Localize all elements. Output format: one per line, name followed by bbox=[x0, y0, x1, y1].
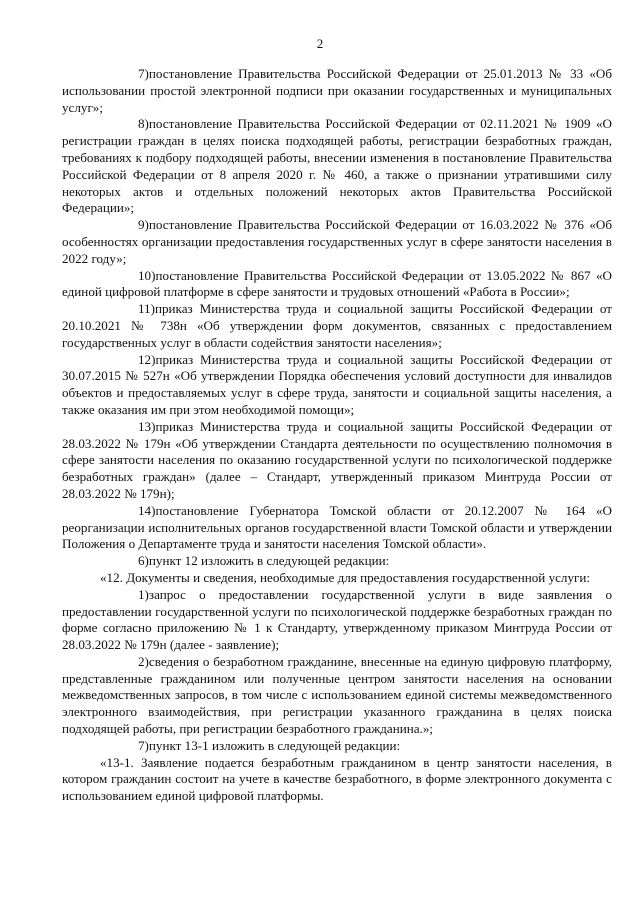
paragraph-text: постановление Правительства Российской Федерации от 25.01.2013 № 33 «Об использовании простой электронной подписи при оказании государственных и муниципальных услуг»; bbox=[62, 66, 612, 115]
paragraph-number: 6) bbox=[138, 553, 149, 569]
paragraph-number: 7) bbox=[138, 737, 149, 753]
paragraph bbox=[62, 268, 612, 302]
paragraph-number: 1) bbox=[138, 586, 149, 602]
paragraph bbox=[62, 419, 612, 503]
paragraph-text: приказ Министерства труда и социальной защиты Российской Федерации от 30.07.2015 № 527н «Об утверждении Порядка обеспечения условий доступности для инвалидов объектов и предоставляемых услуг в сфере труда, занятости и социальной защиты населения, а также оказания им при этом необходимой помощи»; bbox=[62, 351, 612, 417]
paragraph bbox=[62, 352, 612, 419]
paragraph bbox=[62, 654, 612, 738]
paragraph bbox=[62, 66, 612, 116]
paragraph-number: 8) bbox=[138, 116, 149, 132]
paragraph-number: 9) bbox=[138, 217, 149, 233]
paragraph-number: 2) bbox=[138, 653, 149, 669]
paragraph-number: 14) bbox=[138, 502, 156, 518]
paragraph-text: «12. Документы и сведения, необходимые для предоставления государственной услуги: bbox=[100, 569, 591, 585]
paragraph-text: «13-1. Заявление подается безработным гражданином в центр занятости населения, в котором гражданин состоит на учете в качестве безработного, в форме электронного документа с использованием единой цифровой платформы. bbox=[62, 754, 612, 804]
paragraph bbox=[62, 116, 612, 217]
paragraph bbox=[62, 217, 612, 267]
paragraph-text: запрос о предоставлении государственной услуги в виде заявления о предоставлении государственной услуги по психологической поддержке безработных граждан по форме согласно приложению № 1 к Стандарту, утвержденному приказом Минтруда России от 28.03.2022 № 179н (далее - заявление); bbox=[62, 586, 612, 653]
paragraph-number: 7) bbox=[138, 66, 149, 81]
paragraph bbox=[62, 553, 612, 570]
paragraph bbox=[62, 301, 612, 351]
paragraph-text: приказ Министерства труда и социальной защиты Российской Федерации от 20.10.2021 № 738н «Об утверждении форм документов, связанных с предоставлением государственных услуг в области содействия занятости населения»; bbox=[62, 301, 612, 350]
paragraph-text: пункт 12 изложить в следующей редакции: bbox=[148, 553, 390, 569]
paragraph-text: сведения о безработном гражданине, внесенные на единую цифровую платформу, представленные гражданином или полученные центром занятости населения на основании межведомственных запросов, в том числе с использованием единой системы межведомственного электронного взаимодействия, при регистрации указанного гражданина в целях поиска подходящей работы, при регистрации безработного гражданина.»; bbox=[62, 653, 612, 737]
paragraph-number: 10) bbox=[138, 267, 156, 283]
paragraph bbox=[62, 503, 612, 553]
paragraph bbox=[62, 738, 612, 755]
paragraph-text: постановление Губернатора Томской области от 20.12.2007 № 164 «О реорганизации исполнительных органов государственной власти Томской области и утверждении Положения о Департаменте труда и занятости населения Томской области». bbox=[62, 502, 612, 552]
page-number: 2 bbox=[316, 36, 324, 51]
paragraph-text: пункт 13-1 изложить в следующей редакции: bbox=[148, 737, 401, 753]
paragraph-text: приказ Министерства труда и социальной защиты Российской Федерации от 28.03.2022 № 179н «Об утверждении Стандарта деятельности по осуществлению полномочия в сфере занятости населения по оказанию государственной услуги по психологической поддержке безработных граждан» (далее – Стандарт, утвержденный приказом Минтруда России от 28.03.2022 № 179н); bbox=[62, 418, 612, 501]
paragraph-text: постановление Правительства Российской Федерации от 16.03.2022 № 376 «Об особенностях организации предоставления государственных услуг в сфере занятости населения в 2022 году»; bbox=[62, 217, 612, 266]
paragraph-number: 11) bbox=[138, 301, 155, 317]
document-body bbox=[62, 66, 612, 805]
paragraph-text: постановление Правительства Российской Федерации от 13.05.2022 № 867 «О единой цифровой платформе в сфере занятости и трудовых отношений «Работа в России»; bbox=[62, 267, 612, 300]
paragraph bbox=[62, 570, 612, 587]
paragraph bbox=[62, 755, 612, 805]
paragraph-number: 13) bbox=[138, 418, 156, 434]
paragraph-number: 12) bbox=[138, 351, 156, 367]
paragraph-text: постановление Правительства Российской Федерации от 02.11.2021 № 1909 «О регистрации граждан в целях поиска подходящей работы, регистрации безработных граждан, требованиях к подбору подходящей работы, внесении изменения в постановление Правительства Российской Федерации от 8 апреля 2020 г. № 460, а также о признании утратившими силу некоторых актов и отдельных положений некоторых актов Правительства Российской Федерации»; bbox=[62, 116, 612, 216]
paragraph bbox=[62, 587, 612, 654]
